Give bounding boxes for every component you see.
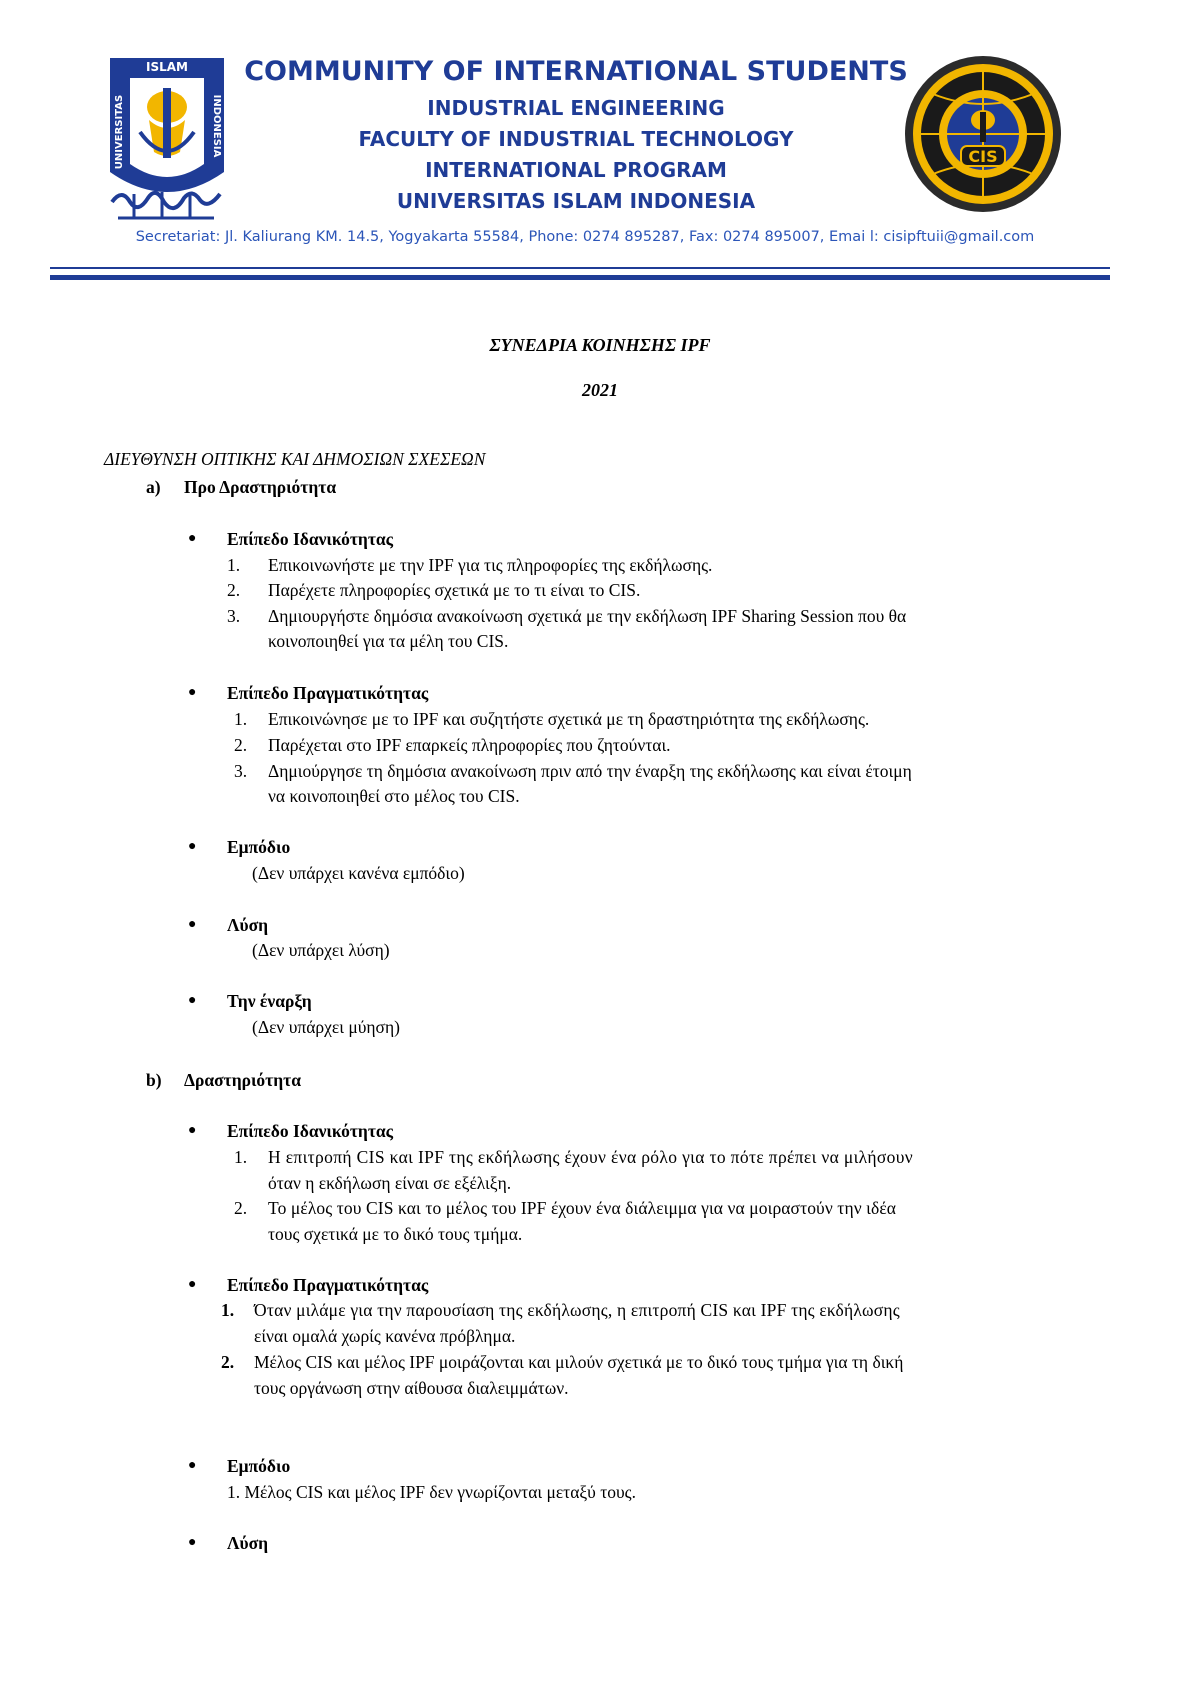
list-item-continuation: κοινοποιηθεί για τα μέλη του CIS. <box>268 631 509 651</box>
list-number: 3. <box>227 606 241 626</box>
list-number: 1. <box>221 1300 235 1320</box>
section-a-solution-text: (Δεν υπάρχει λύση) <box>252 940 390 960</box>
bullet-icon: ● <box>188 993 197 1008</box>
svg-text:ISLAM: ISLAM <box>146 60 188 74</box>
svg-text:INDONESIA: INDONESIA <box>211 94 222 158</box>
bullet-icon: ● <box>188 1277 197 1292</box>
header-divider-thin <box>50 267 1110 269</box>
section-b-solution-heading: Λύση <box>227 1533 269 1553</box>
org-line-4: UNIVERSITAS ISLAM INDONESIA <box>396 189 756 213</box>
section-a-reality-heading: Επίπεδο Πραγματικότητας <box>227 683 429 703</box>
org-title: COMMUNITY OF INTERNATIONAL STUDENTS <box>244 56 908 87</box>
bullet-icon: ● <box>188 917 197 932</box>
document-title: ΣΥΝΕΔΡΙΑ ΚΟΙΝΗΣΗΣ IPF <box>489 335 711 355</box>
list-number: 2. <box>234 1198 248 1218</box>
list-number: 3. <box>234 761 248 781</box>
list-item-continuation: όταν η εκδήλωση είναι σε εξέλιξη. <box>268 1173 512 1193</box>
bullet-icon: ● <box>188 685 197 700</box>
section-a-marker: a) <box>146 477 161 497</box>
bullet-icon: ● <box>188 1123 197 1138</box>
section-b-marker: b) <box>146 1070 162 1090</box>
section-a-solution-heading: Λύση <box>227 915 269 935</box>
section-a-heading: Προ Δραστηριότητα <box>184 477 337 497</box>
list-item: Όταν μιλάμε για την παρουσίαση της εκδήλωσης, η επιτροπή CIS και IPF της εκδήλωσης <box>254 1300 900 1320</box>
section-b-heading: Δραστηριότητα <box>184 1070 302 1090</box>
section-b-reality-heading: Επίπεδο Πραγματικότητας <box>227 1275 429 1295</box>
org-line-2: FACULTY OF INDUSTRIAL TECHNOLOGY <box>358 127 794 151</box>
list-item: Επικοινώνησε με το IPF και συζητήστε σχετικά με τη δραστηριότητα της εκδήλωσης. <box>268 709 870 729</box>
bullet-icon: ● <box>188 1535 197 1550</box>
org-line-1: INDUSTRIAL ENGINEERING <box>427 96 725 120</box>
uii-logo <box>104 52 230 230</box>
list-item-continuation: τους οργάνωση στην αίθουσα διαλειμμάτων. <box>254 1378 569 1398</box>
list-item-continuation: είναι ομαλά χωρίς κανένα πρόβλημα. <box>254 1326 516 1346</box>
list-item-continuation: τους σχετικά με το δικό τους τμήμα. <box>268 1224 523 1244</box>
list-number: 2. <box>234 735 248 755</box>
bullet-icon: ● <box>188 531 197 546</box>
svg-text:UNIVERSITAS: UNIVERSITAS <box>114 94 125 170</box>
section-a-start-text: (Δεν υπάρχει μύηση) <box>252 1017 400 1037</box>
org-line-3: INTERNATIONAL PROGRAM <box>425 158 727 182</box>
bullet-icon: ● <box>188 839 197 854</box>
list-item-continuation: να κοινοποιηθεί στο μέλος του CIS. <box>268 786 520 806</box>
document-year: 2021 <box>582 380 618 400</box>
secretariat-address: Secretariat: Jl. Kaliurang KM. 14.5, Yogyakarta 55584, Phone: 0274 895287, Fax: 0274 895007, Emai l: cisipftuii@gmail.com <box>135 229 1035 245</box>
section-a-obstacle-heading: Εμπόδιο <box>227 837 291 857</box>
list-number: 1. <box>234 709 248 729</box>
cis-logo <box>903 54 1063 214</box>
section-a-start-heading: Την έναρξη <box>227 991 312 1011</box>
section-a-obstacle-text: (Δεν υπάρχει κανένα εμπόδιο) <box>252 863 465 883</box>
list-item: Η επιτροπή CIS και IPF της εκδήλωσης έχουν ένα ρόλο για το πότε πρέπει να μιλήσουν <box>268 1147 914 1167</box>
list-number: 1. <box>234 1147 248 1167</box>
list-item: Επικοινωνήστε με την IPF για τις πληροφορίες της εκδήλωσης. <box>268 555 713 575</box>
list-item: Δημιούργησε τη δημόσια ανακοίνωση πριν από την έναρξη της εκδήλωσης και είναι έτοιμη <box>268 761 912 781</box>
svg-text:CIS: CIS <box>968 147 998 166</box>
list-item: Παρέχετε πληροφορίες σχετικά με το τι είναι το CIS. <box>268 580 641 600</box>
list-item: Παρέχεται στο IPF επαρκείς πληροφορίες που ζητούνται. <box>268 735 671 755</box>
list-number: 1. <box>227 555 241 575</box>
section-b-ideal-heading: Επίπεδο Ιδανικότητας <box>227 1121 394 1141</box>
section-a-ideal-heading: Επίπεδο Ιδανικότητας <box>227 529 394 549</box>
section-b-obstacle-text: 1. Μέλος CIS και μέλος IPF δεν γνωρίζονται μεταξύ τους. <box>227 1482 636 1502</box>
bullet-icon: ● <box>188 1458 197 1473</box>
list-item: Μέλος CIS και μέλος IPF μοιράζονται και μιλούν σχετικά με το δικό τους τμήμα για τη δική <box>254 1352 904 1372</box>
section-b-obstacle-heading: Εμπόδιο <box>227 1456 291 1476</box>
list-item: Το μέλος του CIS και το μέλος του IPF έχουν ένα διάλειμμα για να μοιραστούν την ιδέα <box>268 1198 897 1218</box>
list-number: 2. <box>227 580 241 600</box>
header-divider-thick <box>50 275 1110 280</box>
department-heading: ΔΙΕΥΘΥΝΣΗ ΟΠΤΙΚΗΣ ΚΑΙ ΔΗΜΟΣΙΩΝ ΣΧΕΣΕΩΝ <box>104 449 486 469</box>
list-item: Δημιουργήστε δημόσια ανακοίνωση σχετικά με την εκδήλωση IPF Sharing Session που θα <box>268 606 907 626</box>
list-number: 2. <box>221 1352 235 1372</box>
